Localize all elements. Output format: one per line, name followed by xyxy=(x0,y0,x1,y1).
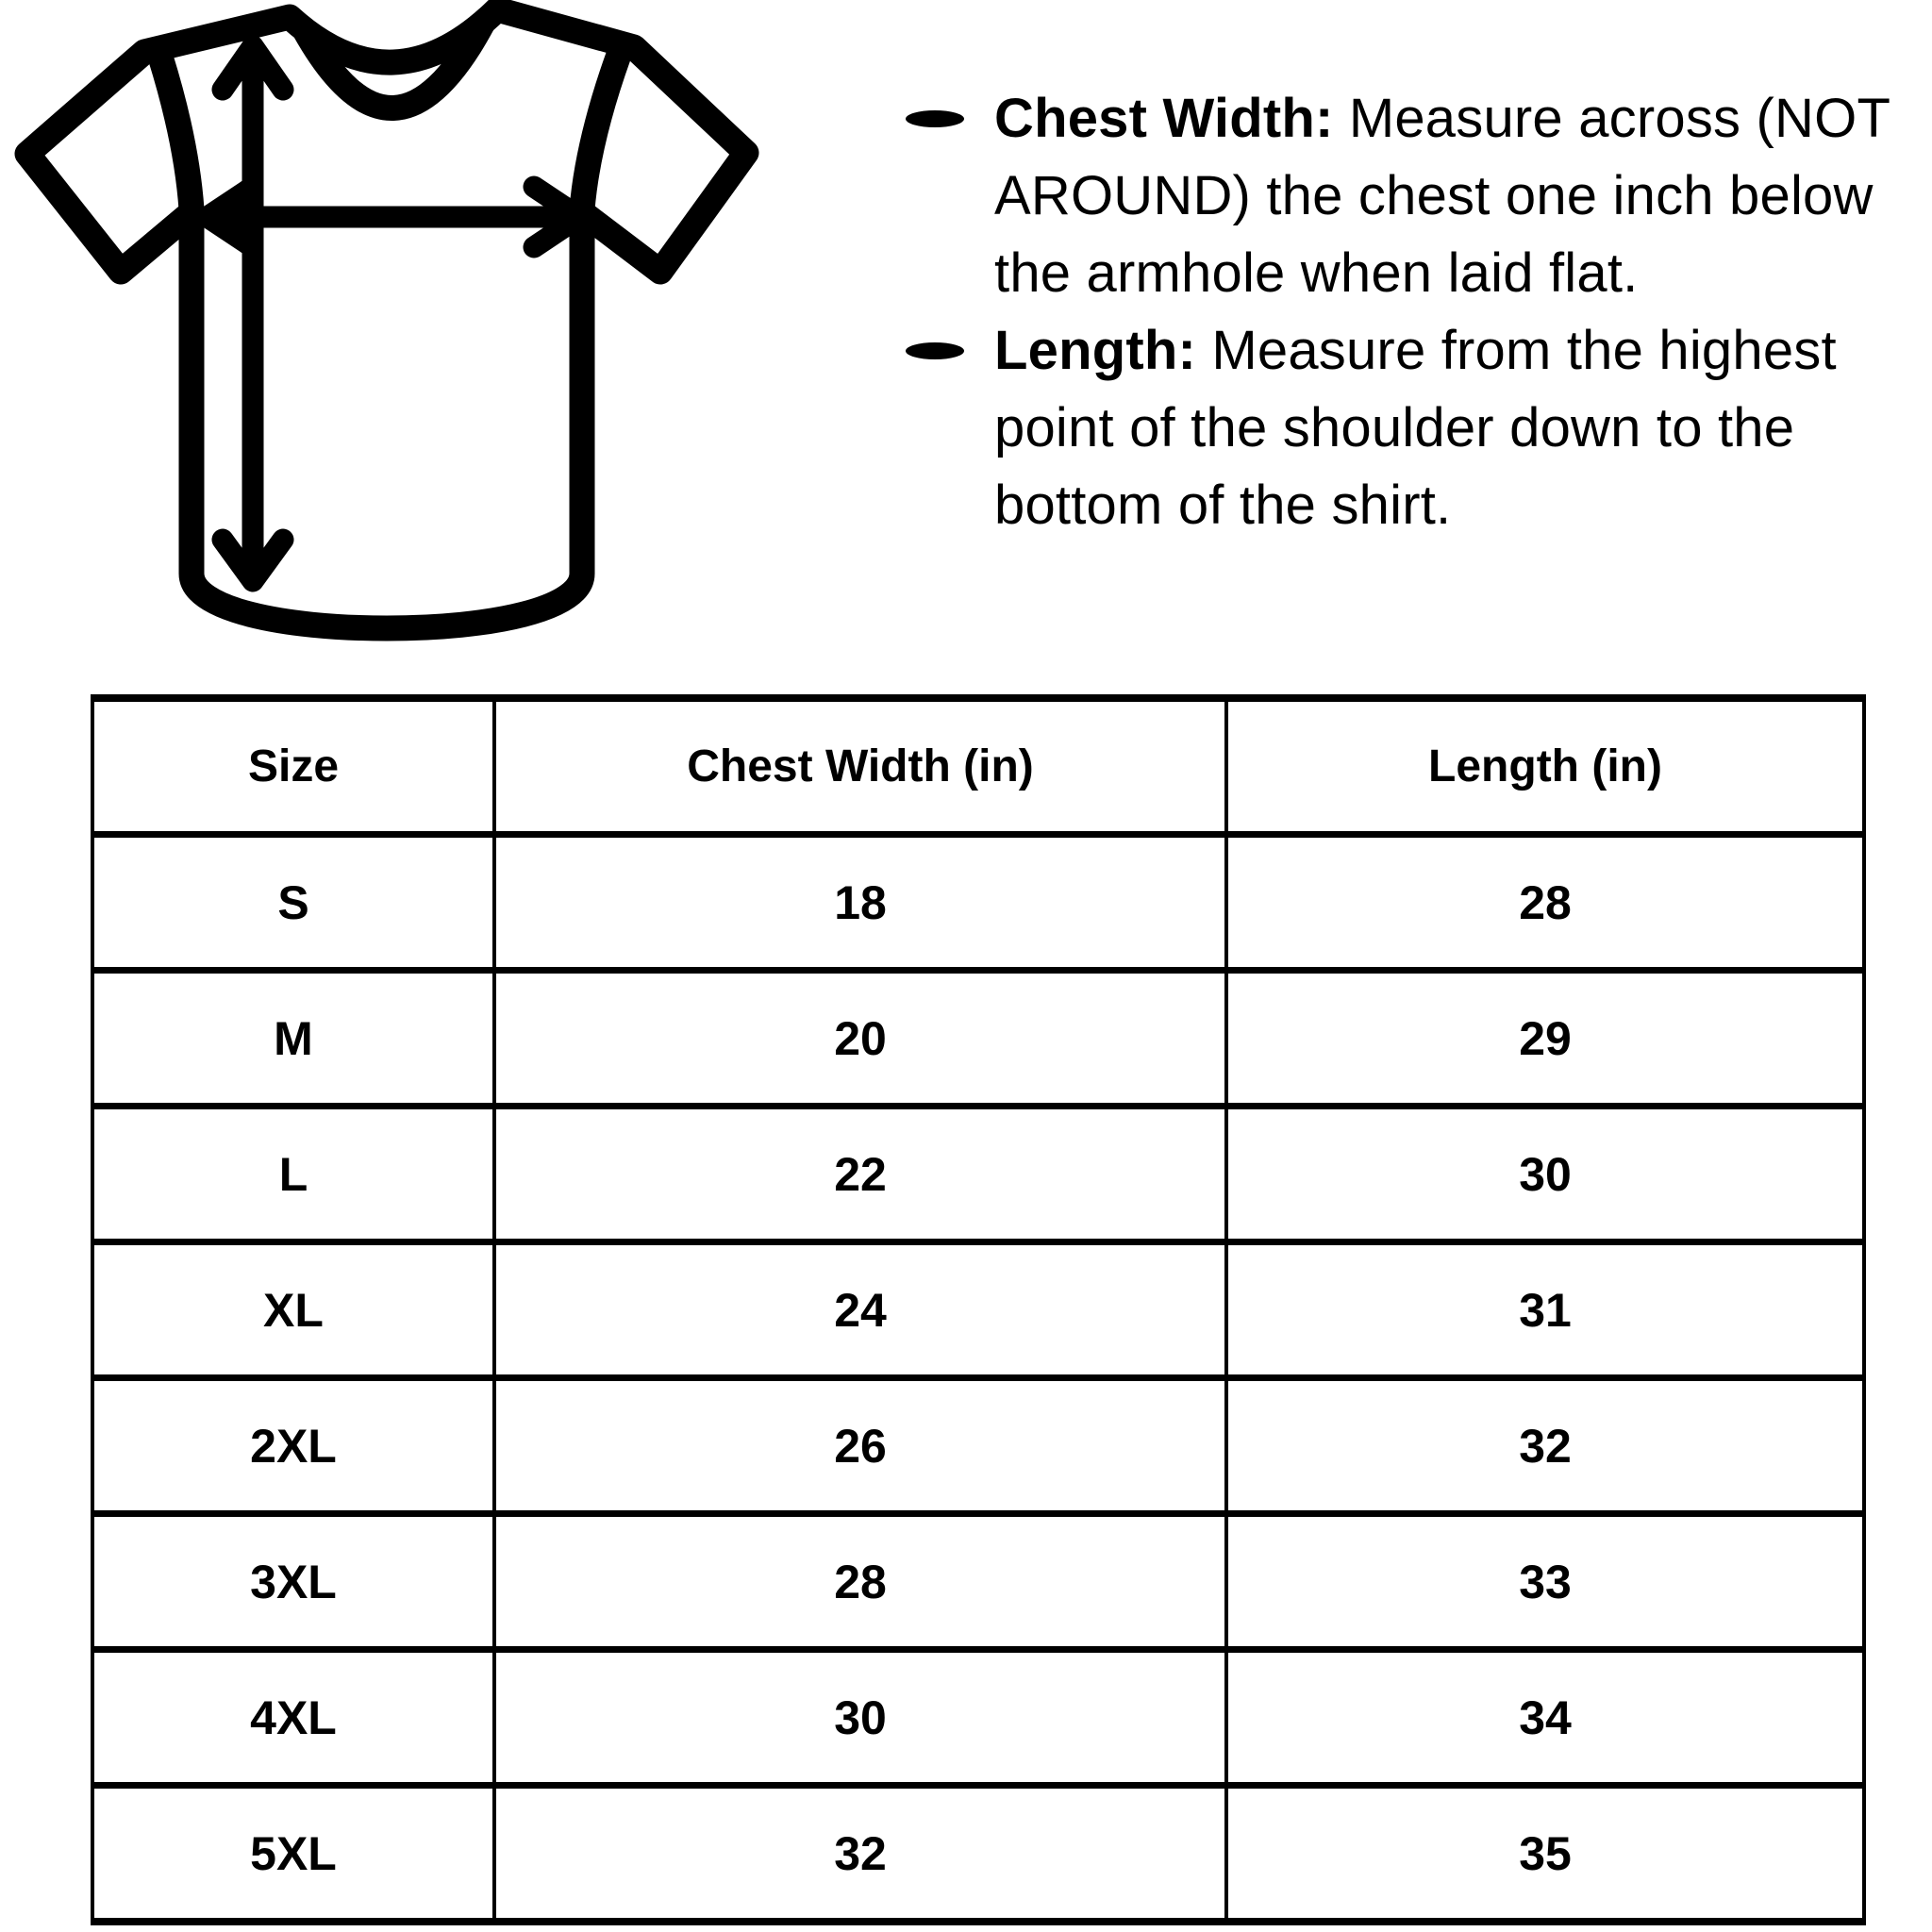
armhole-seam-right xyxy=(582,55,619,209)
header-row xyxy=(92,698,1864,835)
cell-size: S xyxy=(92,835,494,971)
cell-chest: 32 xyxy=(494,1786,1226,1923)
cell-length: 28 xyxy=(1226,835,1864,971)
length-arrow-icon xyxy=(223,46,283,581)
cell-length: 35 xyxy=(1226,1786,1864,1923)
bullet-icon xyxy=(906,342,964,359)
cell-chest: 18 xyxy=(494,835,1226,971)
cell-size: 4XL xyxy=(92,1650,494,1786)
instruction-body: Measure across (NOT AROUND) the chest one inch below the armhole when laid flat. xyxy=(994,88,1890,304)
cell-length: 34 xyxy=(1226,1650,1864,1786)
instruction-length-text xyxy=(994,312,1894,544)
cell-chest: 26 xyxy=(494,1378,1226,1514)
cell-chest: 22 xyxy=(494,1107,1226,1242)
cell-length: 32 xyxy=(1226,1378,1864,1514)
instruction-body: Measure from the highest point of the shoulder down to the bottom of the shirt. xyxy=(994,320,1837,536)
armhole-seam-left xyxy=(160,57,192,209)
cell-chest: 30 xyxy=(494,1650,1226,1786)
cell-size: L xyxy=(92,1107,494,1242)
cell-length: 30 xyxy=(1226,1107,1864,1242)
table-row xyxy=(92,1514,1864,1650)
cell-size: 3XL xyxy=(92,1514,494,1650)
instruction-chest-width xyxy=(894,80,1894,312)
cell-chest: 24 xyxy=(494,1242,1226,1378)
header-size: Size xyxy=(92,698,494,835)
table-row xyxy=(92,1786,1864,1923)
cell-length: 33 xyxy=(1226,1514,1864,1650)
table-row xyxy=(92,1242,1864,1378)
tshirt-icon xyxy=(0,0,774,660)
bullet-icon xyxy=(906,110,964,127)
cell-length: 29 xyxy=(1226,971,1864,1107)
instruction-label: Length: xyxy=(994,320,1197,381)
cell-length: 31 xyxy=(1226,1242,1864,1378)
table-row xyxy=(92,1378,1864,1514)
cell-chest: 28 xyxy=(494,1514,1226,1650)
table-row xyxy=(92,971,1864,1107)
size-table-body xyxy=(92,835,1864,1923)
cell-size: 2XL xyxy=(92,1378,494,1514)
table-row xyxy=(92,1650,1864,1786)
table-row xyxy=(92,835,1864,971)
cell-size: M xyxy=(92,971,494,1107)
size-table xyxy=(91,694,1866,1925)
instruction-length xyxy=(894,312,1894,544)
table-row xyxy=(92,1107,1864,1242)
cell-chest: 20 xyxy=(494,971,1226,1107)
measurement-instructions xyxy=(894,80,1894,544)
cell-size: XL xyxy=(92,1242,494,1378)
header-length: Length (in) xyxy=(1226,698,1864,835)
cell-size: 5XL xyxy=(92,1786,494,1923)
instruction-label: Chest Width: xyxy=(994,88,1334,149)
instruction-chest-width-text xyxy=(994,80,1894,312)
size-table-header xyxy=(92,698,1864,835)
header-chest-width: Chest Width (in) xyxy=(494,698,1226,835)
